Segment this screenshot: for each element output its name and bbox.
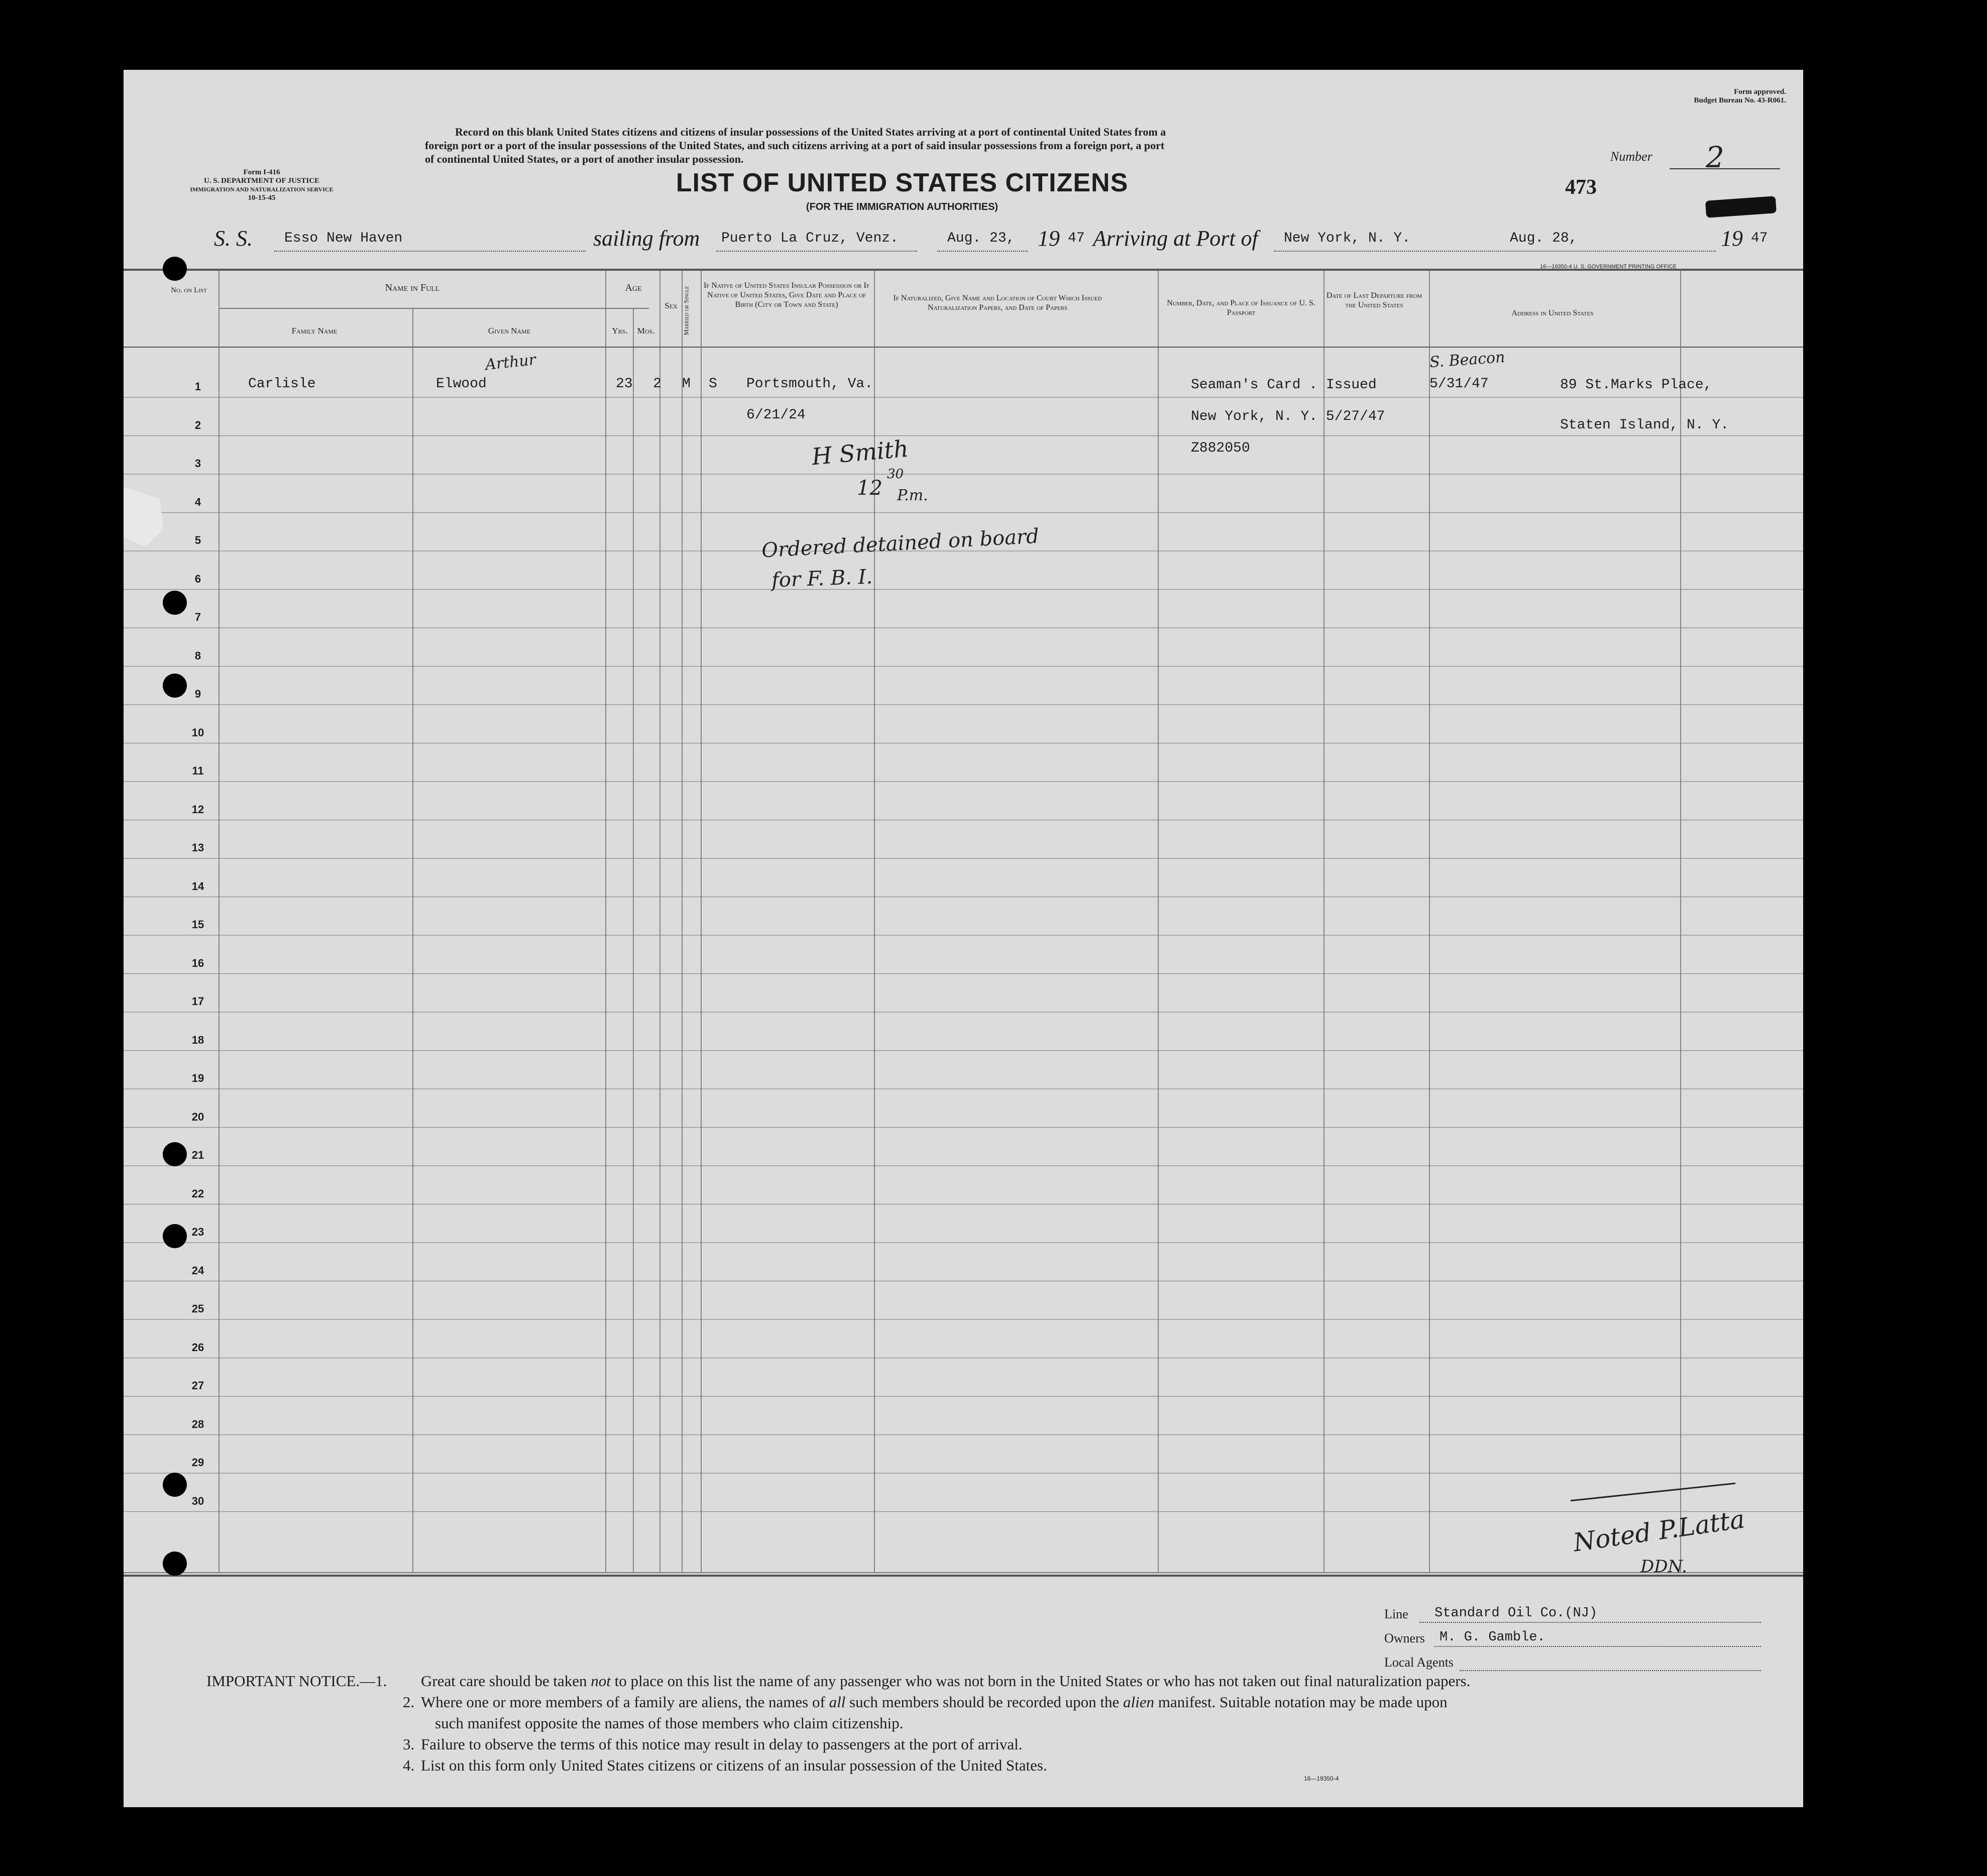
- family-name: Carlisle: [248, 376, 316, 392]
- row-number: 19: [191, 1072, 204, 1084]
- col-header-yrs: Yrs.: [612, 326, 628, 336]
- col-header-departure: Date of Last Departure from the United States: [1326, 291, 1422, 309]
- arriving-label: Arriving at Port of: [1093, 226, 1258, 251]
- detention-note-line-2: for F. B. I.: [771, 565, 873, 592]
- age-months: 2: [653, 376, 661, 392]
- passport-line-1: Seaman's Card . Issued: [1191, 377, 1377, 393]
- budget-bureau: Budget Bureau No. 43-R061.: [1694, 96, 1786, 104]
- service: IMMIGRATION AND NATURALIZATION SERVICE: [190, 186, 334, 193]
- notice-heading: IMPORTANT NOTICE.—1.: [206, 1672, 387, 1690]
- inspection-ampm: P.m.: [897, 487, 928, 504]
- row-number: 4: [194, 495, 201, 508]
- notice-1: Great care should be taken not to place on this list the name of any passenger who was not born in the United States or who has not taken out final naturalization papers.: [421, 1672, 1471, 1690]
- important-notice: [124, 1672, 1803, 1803]
- col-header-family-name: Family Name: [291, 326, 338, 336]
- row-number: 12: [191, 803, 204, 816]
- line-value: Standard Oil Co.(NJ): [1434, 1606, 1598, 1621]
- notice-4-number: 4.: [403, 1756, 415, 1774]
- punch-hole: [163, 257, 187, 281]
- notice-2-number: 2.: [403, 1693, 415, 1711]
- address-line-1: 89 St.Marks Place,: [1560, 377, 1712, 393]
- number-label: Number: [1610, 149, 1652, 164]
- form-number: Form I-416: [243, 168, 280, 176]
- instruction-line: of continental United States, or a port of another insular possession.: [425, 153, 744, 165]
- ship-name: Esso New Haven: [284, 231, 403, 246]
- col-header-naturalized: If Naturalized, Give Name and Location of Court Which Issued Naturalization Papers, and Date of Papers: [893, 294, 1102, 312]
- punch-hole: [163, 1552, 187, 1576]
- notice-2: Where one or more members of a family are aliens, the names of all such members should be recorded upon the alien manifest. Suitable notation may be made upon: [421, 1693, 1448, 1711]
- inspection-minute: 30: [887, 467, 904, 482]
- form-date: 10-15-45: [248, 194, 276, 202]
- punch-hole: [163, 1473, 187, 1497]
- punch-hole: [163, 1142, 187, 1166]
- notice-4: List on this form only United States citizens or citizens of an insular possession of the United States.: [421, 1756, 1047, 1774]
- row-number: 23: [191, 1226, 204, 1238]
- col-header-passport: Number, Date, and Place of Issuance of U. S. Passport: [1167, 299, 1315, 317]
- row-number: 6: [194, 572, 201, 585]
- row-number: 18: [191, 1033, 204, 1046]
- row-number: 25: [191, 1302, 204, 1315]
- punch-hole: [163, 1224, 187, 1248]
- print-code-top: 16—19350-4 U. S. GOVERNMENT PRINTING OFFICE: [1540, 264, 1677, 270]
- ss-label: S. S.: [214, 226, 253, 251]
- sex: M: [682, 376, 691, 392]
- sailing-year: 47: [1068, 231, 1085, 246]
- row-number: 11: [192, 764, 204, 777]
- col-header-age: Age: [625, 282, 642, 293]
- row-number: 9: [194, 688, 201, 700]
- given-name-added: Arthur: [484, 351, 537, 374]
- owners-value: M. G. Gamble.: [1440, 1630, 1546, 1645]
- age-years: 23: [616, 376, 633, 392]
- col-header-given-name: Given Name: [488, 326, 531, 336]
- row-number: 27: [191, 1379, 204, 1392]
- form-subtitle: (FOR THE IMMIGRATION AUTHORITIES): [806, 201, 999, 212]
- row-number: 26: [191, 1341, 204, 1354]
- year-prefix-arrival: 19: [1721, 226, 1743, 251]
- row-number: 24: [191, 1264, 204, 1277]
- row-number: 7: [194, 611, 201, 623]
- birth-place: Portsmouth, Va.: [746, 376, 873, 392]
- stamp-number: 473: [1565, 176, 1597, 199]
- row-number: 14: [191, 879, 204, 893]
- row-number: 5: [194, 534, 201, 546]
- row-number: 1: [194, 380, 201, 393]
- line-label: Line: [1384, 1607, 1408, 1621]
- row-number: 2: [194, 418, 201, 431]
- row-number: 17: [191, 995, 204, 1008]
- col-header-married: Married or Single: [682, 286, 690, 336]
- form-title: LIST OF UNITED STATES CITIZENS: [676, 168, 1129, 197]
- row-number: 29: [191, 1456, 204, 1469]
- row-number: 13: [191, 841, 204, 854]
- row-number: 10: [191, 726, 204, 739]
- arrival-year: 47: [1751, 231, 1768, 246]
- birth-date: 6/21/24: [746, 407, 806, 423]
- col-header-native: If Native of United States Insular Possession or If Native of United States, Give Date and Place of Birth (City or Town and State): [703, 281, 870, 309]
- col-header-address: Address in United States: [1511, 309, 1594, 317]
- col-header-name-in-full: Name in Full: [385, 282, 440, 293]
- year-prefix: 19: [1038, 226, 1060, 251]
- form-approved: Form approved.: [1734, 88, 1786, 96]
- passport-number: Z882050: [1191, 440, 1250, 456]
- row-number: 8: [194, 649, 201, 662]
- punch-hole: [163, 674, 187, 698]
- row-number: 22: [191, 1187, 204, 1200]
- departure-port: Puerto La Cruz, Venz.: [721, 231, 899, 246]
- row-number: 15: [191, 918, 204, 931]
- col-header-mos: Mos.: [637, 326, 655, 336]
- notice-2-continued: such manifest opposite the names of those members who claim citizenship.: [435, 1714, 904, 1732]
- noted-initials: DDN.: [1640, 1557, 1687, 1577]
- col-header-sex: Sex: [665, 301, 678, 310]
- sailing-date: Aug. 23,: [947, 231, 1015, 246]
- marital-status: S: [709, 376, 717, 392]
- col-header-no: No. on List: [171, 286, 207, 294]
- noted-signature: Noted P.Latta: [1571, 1504, 1747, 1558]
- form-sheet: [124, 70, 1803, 1807]
- row-number: 20: [191, 1110, 204, 1123]
- instruction-line: foreign port or a port of the insular possessions of the United States, and such citizens arriving at a port of said insular possessions from a foreign port, a port: [425, 139, 1165, 152]
- sailing-label: sailing from: [593, 226, 700, 251]
- row-number: 16: [191, 956, 204, 969]
- detention-note-line-1: Ordered detained on board: [761, 524, 1040, 563]
- owners-label: Owners: [1384, 1631, 1425, 1645]
- print-code-bottom: 16—19350-4: [1304, 1775, 1339, 1782]
- passport-line-2: New York, N. Y. 5/27/47: [1191, 409, 1385, 424]
- arrival-port: New York, N. Y.: [1284, 231, 1411, 246]
- departure-date: 5/31/47: [1429, 376, 1489, 392]
- notice-3-number: 3.: [403, 1735, 415, 1753]
- row-number: 30: [191, 1494, 204, 1507]
- agents-label: Local Agents: [1384, 1655, 1454, 1670]
- row-number: 28: [191, 1417, 204, 1430]
- inspection-hour: 12: [857, 477, 882, 500]
- number-value: 2: [1706, 140, 1724, 174]
- row-number: 3: [194, 457, 201, 470]
- arrival-date: Aug. 28,: [1510, 231, 1578, 246]
- punch-hole: [163, 591, 187, 615]
- row-number: 21: [191, 1149, 204, 1161]
- department: U. S. DEPARTMENT OF JUSTICE: [203, 177, 320, 185]
- inspector-signature: H Smith: [811, 434, 910, 471]
- instruction-line: Record on this blank United States citizens and citizens of insular possessions of the United States arriving at a port of continental United States from a: [455, 126, 1166, 138]
- notice-3: Failure to observe the terms of this notice may result in delay to passengers at the port of arrival.: [421, 1735, 1023, 1753]
- departure-note: S. Beacon: [1428, 348, 1506, 372]
- address-line-2: Staten Island, N. Y.: [1560, 417, 1729, 433]
- given-name: Elwood: [436, 376, 487, 392]
